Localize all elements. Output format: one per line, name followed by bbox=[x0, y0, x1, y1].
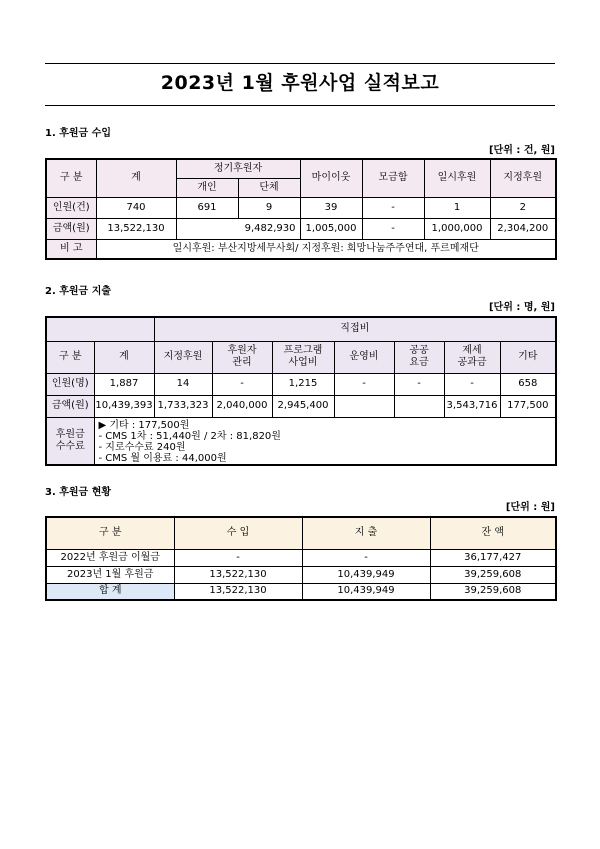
expense-header-total: 계 bbox=[94, 341, 154, 373]
expense-people-designated: 14 bbox=[154, 373, 212, 395]
income-people-donation-box: - bbox=[362, 197, 424, 218]
expense-people-program: 1,215 bbox=[272, 373, 334, 395]
expense-header-tax: 제세 공과금 bbox=[444, 341, 500, 373]
title-rule-top bbox=[45, 63, 555, 64]
expense-header-operation: 운영비 bbox=[334, 341, 394, 373]
expense-people-operation: - bbox=[334, 373, 394, 395]
income-note-text: 일시후원: 부산지방세무사회/ 지정후원: 희망나눔주주연대, 푸르메재단 bbox=[96, 239, 556, 259]
status-header-gubun: 구 분 bbox=[46, 517, 174, 549]
income-note-label: 비 고 bbox=[46, 239, 96, 259]
section2-unit: [단위 : 명, 원] bbox=[488, 302, 555, 313]
income-people-one-time: 1 bbox=[424, 197, 490, 218]
expense-amount-label: 금액(원) bbox=[46, 395, 94, 417]
expense-people-etc: 658 bbox=[500, 373, 556, 395]
income-amount-total: 13,522,130 bbox=[96, 218, 176, 239]
income-header-one-time: 일시후원 bbox=[424, 159, 490, 197]
income-people-individual: 691 bbox=[176, 197, 238, 218]
expense-people-total: 1,887 bbox=[94, 373, 154, 395]
fee-note-line: - CMS 월 이용료 : 44,000원 bbox=[98, 452, 227, 464]
expense-header-utility: 공공 요금 bbox=[394, 341, 444, 373]
status-row-label: 2022년 후원금 이월금 bbox=[46, 549, 174, 566]
section3-unit: [단위 : 원] bbox=[505, 502, 555, 513]
status-row-balance: 36,177,427 bbox=[430, 549, 556, 566]
status-header-income: 수 입 bbox=[174, 517, 302, 549]
expense-amount-designated: 1,733,323 bbox=[154, 395, 212, 417]
status-total-label: 합 계 bbox=[46, 583, 174, 600]
expense-fee-notes bbox=[94, 417, 556, 465]
expense-table bbox=[45, 316, 557, 466]
expense-people-utility: - bbox=[394, 373, 444, 395]
status-total-income: 13,522,130 bbox=[174, 583, 302, 600]
income-people-label: 인원(건) bbox=[46, 197, 96, 218]
expense-header-designated: 지정후원 bbox=[154, 341, 212, 373]
expense-header-donor-mgmt: 후원자 관리 bbox=[212, 341, 272, 373]
income-people-myway: 39 bbox=[300, 197, 362, 218]
income-people-designated: 2 bbox=[490, 197, 556, 218]
income-amount-designated: 2,304,200 bbox=[490, 218, 556, 239]
expense-header-gubun: 구 분 bbox=[46, 341, 94, 373]
income-amount-myway: 1,005,000 bbox=[300, 218, 362, 239]
page-title: 2023년 1월 후원사업 실적보고 bbox=[160, 72, 440, 94]
title-rule-bottom bbox=[45, 105, 555, 106]
status-total-expense: 10,439,949 bbox=[302, 583, 430, 600]
expense-fee-label: 후원금 수수료 bbox=[46, 417, 94, 465]
income-amount-donation-box: - bbox=[362, 218, 424, 239]
status-row-income: - bbox=[174, 549, 302, 566]
fee-note-line: - 지로수수료 240원 bbox=[98, 441, 186, 453]
section2-heading: 2. 후원금 지출 bbox=[45, 286, 112, 297]
expense-amount-operation bbox=[334, 395, 394, 417]
income-table bbox=[45, 158, 557, 260]
expense-header-blank bbox=[46, 317, 154, 341]
income-header-designated: 지정후원 bbox=[490, 159, 556, 197]
expense-amount-program: 2,945,400 bbox=[272, 395, 334, 417]
expense-people-tax: - bbox=[444, 373, 500, 395]
income-header-myway: 마이이웃 bbox=[300, 159, 362, 197]
status-header-balance: 잔 액 bbox=[430, 517, 556, 549]
status-row-expense: - bbox=[302, 549, 430, 566]
expense-amount-etc: 177,500 bbox=[500, 395, 556, 417]
status-row-income: 13,522,130 bbox=[174, 566, 302, 583]
income-amount-label: 금액(원) bbox=[46, 218, 96, 239]
income-header-gubun: 구 분 bbox=[46, 159, 96, 197]
status-total-balance: 39,259,608 bbox=[430, 583, 556, 600]
expense-amount-donor-mgmt: 2,040,000 bbox=[212, 395, 272, 417]
status-row-expense: 10,439,949 bbox=[302, 566, 430, 583]
section3-heading: 3. 후원금 현황 bbox=[45, 487, 112, 498]
expense-header-etc: 기타 bbox=[500, 341, 556, 373]
status-row-balance: 39,259,608 bbox=[430, 566, 556, 583]
income-header-regular: 정기후원자 bbox=[176, 159, 300, 178]
status-table bbox=[45, 516, 557, 601]
expense-header-direct: 직접비 bbox=[154, 317, 556, 341]
fee-note-line: ▶ 기타 : 177,500원 bbox=[98, 419, 190, 431]
expense-people-donor-mgmt: - bbox=[212, 373, 272, 395]
income-people-group: 9 bbox=[238, 197, 300, 218]
section1-unit: [단위 : 건, 원] bbox=[488, 145, 555, 156]
income-amount-regular: 9,482,930 bbox=[176, 218, 300, 239]
status-row-label: 2023년 1월 후원금 bbox=[46, 566, 174, 583]
income-header-donation-box: 모금함 bbox=[362, 159, 424, 197]
income-amount-one-time: 1,000,000 bbox=[424, 218, 490, 239]
expense-people-label: 인원(명) bbox=[46, 373, 94, 395]
income-people-total: 740 bbox=[96, 197, 176, 218]
income-header-group: 단체 bbox=[238, 178, 300, 197]
fee-note-line: - CMS 1차 : 51,440원 / 2차 : 81,820원 bbox=[98, 430, 281, 442]
status-header-expense: 지 출 bbox=[302, 517, 430, 549]
expense-header-program: 프로그램 사업비 bbox=[272, 341, 334, 373]
expense-amount-tax: 3,543,716 bbox=[444, 395, 500, 417]
income-header-individual: 개인 bbox=[176, 178, 238, 197]
expense-amount-total: 10,439,393 bbox=[94, 395, 154, 417]
income-header-total: 계 bbox=[96, 159, 176, 197]
expense-amount-utility bbox=[394, 395, 444, 417]
section1-heading: 1. 후원금 수입 bbox=[45, 128, 112, 139]
